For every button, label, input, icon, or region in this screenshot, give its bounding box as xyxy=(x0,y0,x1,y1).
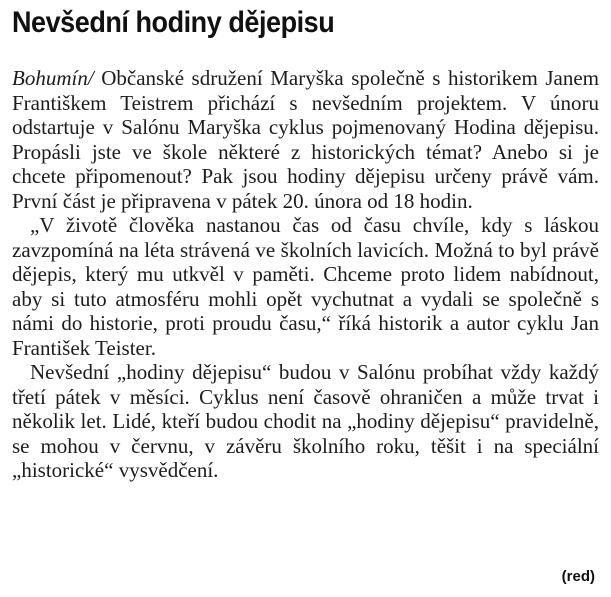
article-paragraph-3: Nevšední „hodiny dějepisu“ budou v Salónu probíhat vždy každý třetí pátek v měsíci. Cyklus není časově ohraničen a může trvat i několik let. Lidé, kteří budou chodit na „hodiny dějepisu“ pravidelně, se mohou v červnu, v závěru školního roku, těšit i na speciální „historické“ vysvědčení. xyxy=(12,360,599,482)
article-paragraph-2: „V životě člověka nastanou čas od času chvíle, kdy s láskou zavzpomíná na léta strávená ve školních lavicích. Možná to byl právě dějepis, který mu utkvěl v paměti. Chceme proto lidem nabídnout, aby si tuto atmosféru mohli opět vychutnat a vydali se společně s námi do historie, proti proudu času,“ říká historik a autor cyklu Jan František Teister. xyxy=(12,213,599,360)
article-paragraph-1 xyxy=(12,66,599,213)
article-paragraph-1-text: Občanské sdružení Maryška společně s historikem Janem Františkem Teistrem přichází s nevšedním projektem. V únoru odstartuje v Salónu Maryška cyklus pojmenovaný Hodina dějepisu. Propásli jste ve škole některé z historických témat? Anebo si je chcete připomenout? Pak jsou hodiny dějepisu určeny právě vám. První část je připravena v pátek 20. února od 18 hodin. xyxy=(12,66,599,213)
article-body xyxy=(12,66,599,483)
article-place: Bohumín/ xyxy=(12,66,94,90)
article-headline: Nevšední hodiny dějepisu xyxy=(12,6,335,39)
author-signature: (red) xyxy=(561,568,595,585)
